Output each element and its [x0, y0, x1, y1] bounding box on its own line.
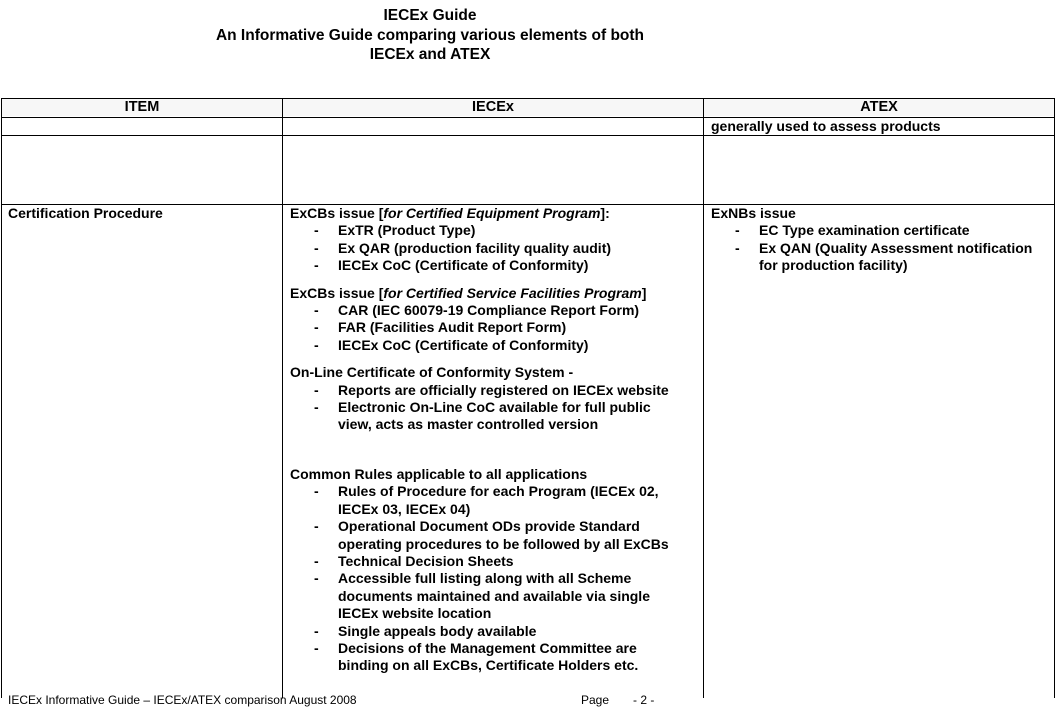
atex-cell [711, 205, 1032, 275]
list-item: - Operational Document ODs provide Standard operating procedures to be followed by all ExCBs [290, 518, 669, 553]
iecex-online-coc-heading: On-Line Certificate of Conformity System - [290, 364, 574, 381]
iecex-section-service-heading: ExCBs issue [for Certified Service Facilities Program] [290, 284, 647, 301]
document-title: IECEx Guide [383, 7, 477, 24]
list-item: - Electronic On-Line CoC available for full public view, acts as master controlled version [290, 399, 669, 434]
iecex-common-rules-list [290, 483, 669, 674]
column-divider [703, 98, 704, 698]
list-item: - EC Type examination certificate [711, 222, 1032, 239]
list-item: - Ex QAR (production facility quality audit) [290, 240, 669, 257]
list-item: - Decisions of the Management Committee are binding on all ExCBs, Certificate Holders etc. [290, 640, 669, 675]
list-item: - Accessible full listing along with all Scheme documents maintained and available via single IECEx website location [290, 570, 669, 622]
list-item: - Ex QAN (Quality Assessment notification for production facility) [711, 240, 1032, 275]
iecex-cell [290, 205, 669, 675]
list-item: - Reports are officially registered on IECEx website [290, 382, 669, 399]
document-subtitle: An Informative Guide comparing various elements of both [215, 27, 645, 44]
list-item: - Technical Decision Sheets [290, 553, 669, 570]
table-right-border [1054, 98, 1055, 698]
list-item: - FAR (Facilities Audit Report Form) [290, 319, 669, 336]
footer-page-number: - 2 - [633, 693, 655, 707]
atex-exnbs-heading: ExNBs issue [711, 205, 796, 221]
iecex-service-list [290, 302, 669, 354]
iecex-common-rules-heading: Common Rules applicable to all applications [290, 465, 588, 482]
footer-page-label: Page [581, 693, 610, 707]
list-item: - IECEx CoC (Certificate of Conformity) [290, 257, 669, 274]
column-header-iecex: IECEx [283, 99, 703, 116]
iecex-equipment-list [290, 222, 669, 274]
list-item: - IECEx CoC (Certificate of Conformity) [290, 337, 669, 354]
list-item: - ExTR (Product Type) [290, 222, 669, 239]
column-divider [282, 98, 283, 698]
item-certification-procedure: Certification Procedure [8, 205, 163, 221]
atex-continuation-text: generally used to assess products [711, 118, 941, 134]
document-subtitle-2: IECEx and ATEX [369, 46, 491, 63]
list-item: - Rules of Procedure for each Program (IECEx 02, IECEx 03, IECEx 04) [290, 483, 669, 518]
table-left-border [1, 98, 2, 698]
footer-text: IECEx Informative Guide – IECEx/ATEX comparison August 2008 [8, 693, 357, 707]
list-item: - Single appeals body available [290, 623, 669, 640]
iecex-section-equipment-heading: ExCBs issue [for Certified Equipment Program]: [290, 205, 610, 221]
iecex-online-list [290, 382, 669, 434]
column-header-item: ITEM [2, 99, 282, 116]
atex-list [711, 222, 1032, 274]
column-header-atex: ATEX [704, 99, 1054, 116]
list-item: - CAR (IEC 60079-19 Compliance Report Form) [290, 302, 669, 319]
